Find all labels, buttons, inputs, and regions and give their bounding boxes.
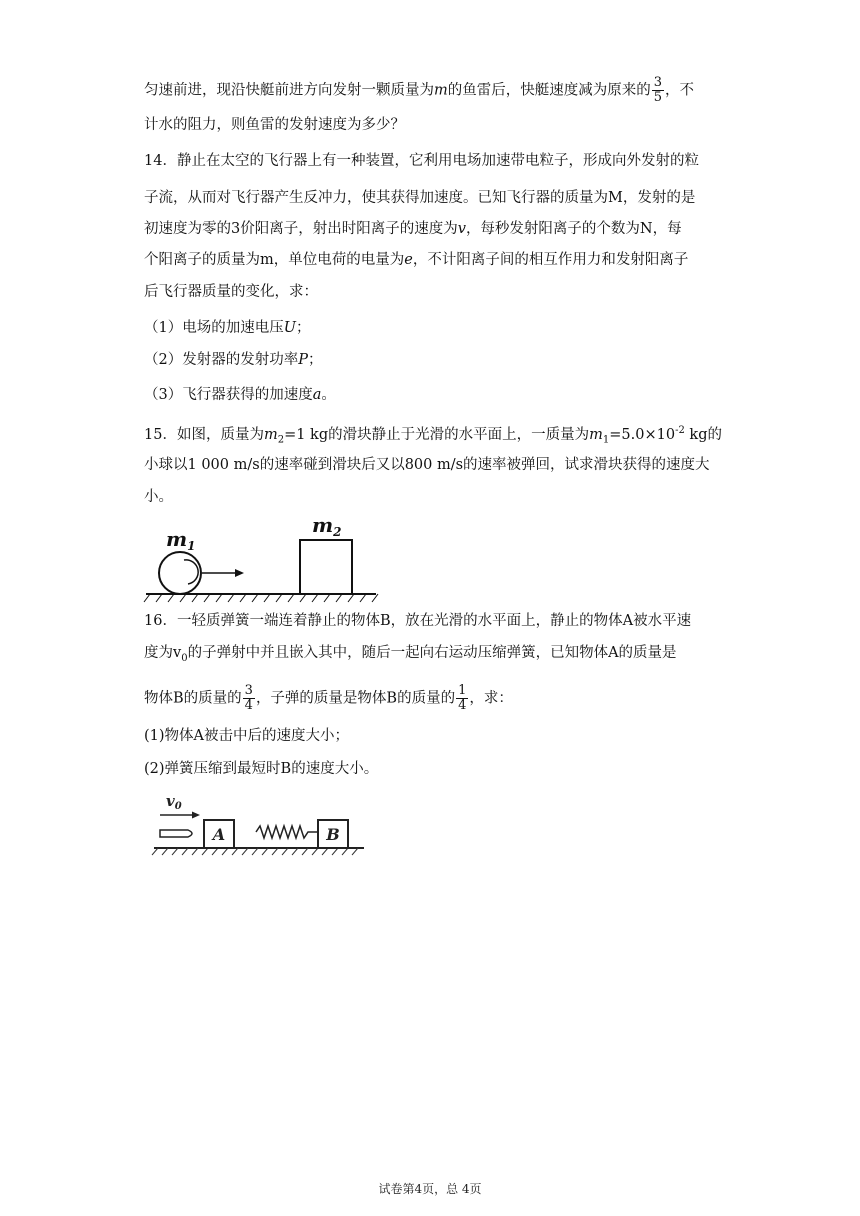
fraction-numerator: 3 <box>653 75 663 90</box>
q15-figure <box>140 508 380 608</box>
q13-text: ，不 <box>665 82 695 99</box>
q16-figure <box>150 788 370 858</box>
q16-text: 物体B的质量的 <box>144 690 242 707</box>
q14-line-5: 后飞行器质量的变化，求： <box>144 284 318 300</box>
q14-var-e: e <box>404 252 413 268</box>
q15-line-3: 小。 <box>144 489 173 505</box>
q15-text: kg的 <box>684 426 723 443</box>
q14-text: （1）电场的加速电压 <box>144 320 284 336</box>
q15-text: =5.0×10 <box>609 426 676 443</box>
q14-line-2: 子流，从而对飞行器产生反冲力，使其获得加速度。已知飞行器的质量为M，发射的是 <box>144 190 696 206</box>
q13-text: 匀速前进，现沿快艇前进方向发射一颗质量为 <box>144 82 434 99</box>
q14-text: 初速度为零的3价阳离子，射出时阳离子的速度为 <box>144 221 458 237</box>
label-v0: $v_0$ <box>166 792 182 812</box>
q14-text: ； <box>308 352 323 368</box>
page-footer: 试卷第4页，总 4页 <box>378 1182 482 1196</box>
q14-text: ； <box>295 320 311 336</box>
q15-var-m2-sub: 2 <box>277 434 285 446</box>
q13-text: 的鱼雷后，快艇速度减为原来的 <box>447 82 651 99</box>
q14-text: （3）飞行器获得的加速度 <box>144 387 313 403</box>
q14-text: ，不计阳离子间的相互作用力和发射阳离子 <box>412 252 689 268</box>
q13-line-1 <box>144 76 724 105</box>
q15-line-2: 小球以1 000 m/s的速率碰到滑块后又以800 m/s的速率被弹回，试求滑块获得的速度大 <box>144 457 710 473</box>
q14-sub-1 <box>144 318 724 338</box>
q16-line-3 <box>144 684 724 713</box>
arrow-head <box>192 812 200 819</box>
ball-highlight <box>184 560 198 584</box>
fraction-denominator: 5 <box>653 90 663 105</box>
q15-exponent: -2 <box>675 425 685 436</box>
q14-text: 个阳离子的质量为m，单位电荷的电量为 <box>144 252 405 268</box>
ball-m1 <box>159 552 201 594</box>
label-b: B <box>326 825 340 844</box>
fraction-denominator: 4 <box>244 698 253 713</box>
q14-sub-2 <box>144 350 724 370</box>
q16-text: ，求： <box>469 690 513 707</box>
fraction-numerator: 1 <box>458 683 467 698</box>
q15-text: =1 kg的滑块静止于光滑的水平面上，一质量为 <box>284 426 590 443</box>
q16-sub-1: (1)物体A被击中后的速度大小； <box>144 728 350 744</box>
arrow-head <box>235 569 244 577</box>
q14-var-v: v <box>457 221 466 237</box>
block-m2 <box>300 540 352 594</box>
q14-var-p: P <box>298 352 308 368</box>
q14-var-u: U <box>283 320 296 336</box>
q16-v0-sub: 0 <box>181 652 188 664</box>
q13-var-m: m <box>434 82 448 99</box>
q14-sub-3 <box>144 385 724 405</box>
q15-var-m1-sub: 1 <box>602 434 610 446</box>
q15-var-m2: m <box>263 426 278 443</box>
q15-text: 15．如图，质量为 <box>144 426 264 443</box>
q16-text: 的子弹射中并且嵌入其中，随后一起向右运动压缩弹簧，已知物体A的质量是 <box>187 645 677 661</box>
q13-fraction <box>652 76 664 105</box>
q16-text: ，子弹的质量是物体B的质量的 <box>255 690 456 707</box>
label-m1: $m_1$ <box>166 527 196 553</box>
q14-line-1: 14．静止在太空的飞行器上有一种装置，它利用电场加速带电粒子，形成向外发射的粒 <box>144 153 699 169</box>
ground-hatching <box>152 848 358 855</box>
q15-line-1 <box>144 421 724 451</box>
q14-line-4 <box>144 250 724 270</box>
q13-line-2: 计水的阻力，则鱼雷的发射速度为多少？ <box>144 117 405 133</box>
q14-text: （2）发射器的发射功率 <box>144 352 299 368</box>
q16-line-1: 16．一轻质弹簧一端连着静止的物体B，放在光滑的水平面上，静止的物体A被水平速 <box>144 613 692 629</box>
q16-fraction-2 <box>456 684 468 713</box>
q14-text: 。 <box>321 387 336 403</box>
label-m2: $m_2$ <box>312 513 342 539</box>
label-a: A <box>212 825 226 844</box>
bullet <box>160 830 192 837</box>
fraction-numerator: 3 <box>244 683 253 698</box>
q14-line-3 <box>144 219 724 239</box>
q15-var-m1: m <box>589 426 603 443</box>
q16-fraction-1 <box>243 684 255 713</box>
q16-text: 度为v <box>144 645 182 661</box>
q14-text: ，每秒发射阳离子的个数为N，每 <box>465 221 682 237</box>
ground-hatching <box>144 594 378 602</box>
q16-line-2 <box>144 643 724 669</box>
q16-sub-2: (2)弹簧压缩到最短时B的速度大小。 <box>144 761 379 777</box>
spring <box>256 826 318 838</box>
q14-var-a: a <box>312 387 322 403</box>
fraction-denominator: 4 <box>458 698 467 713</box>
